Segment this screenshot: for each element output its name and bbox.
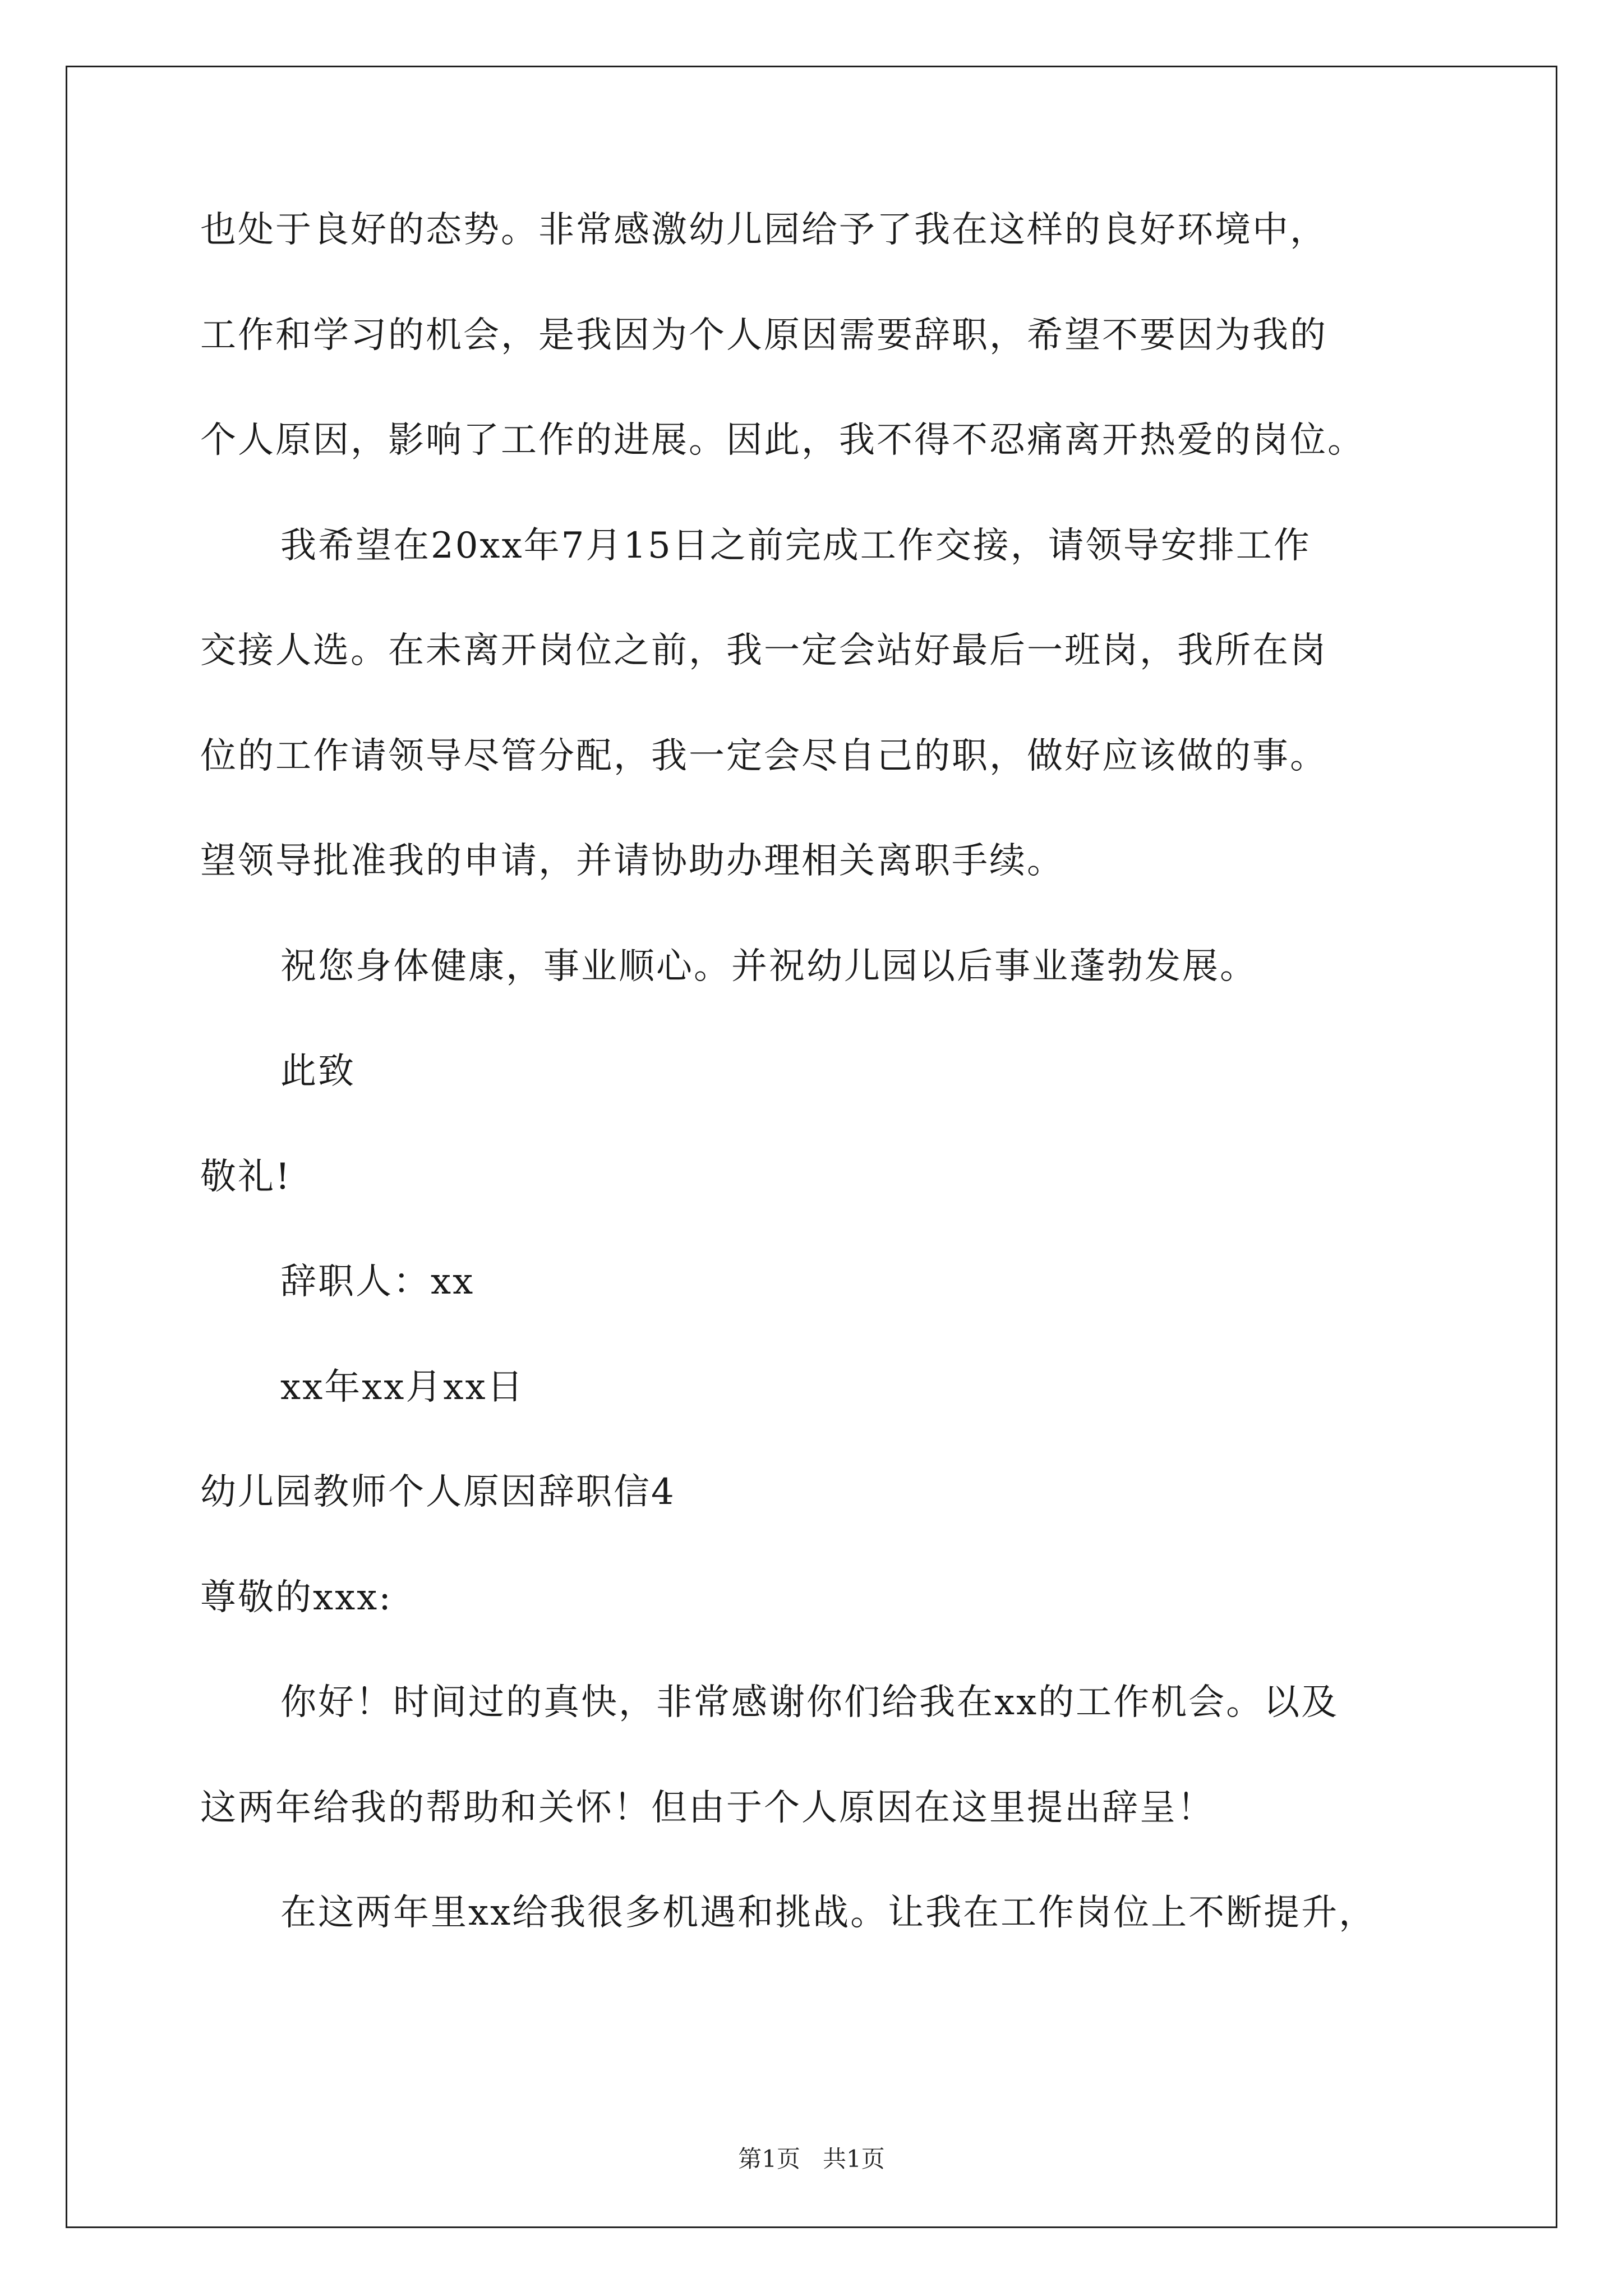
- signature-date: xx年xx月xx日: [280, 1366, 525, 1408]
- signature-name: 辞职人：xx: [280, 1261, 475, 1303]
- text-line: 祝您身体健康，事业顺心。并祝幼儿园以后事业蓬勃发展。: [280, 945, 1257, 987]
- text-line: 也处于良好的态势。非常感激幼儿园给予了我在这样的良好环境中，: [200, 209, 1327, 251]
- page-footer: 第1页 共1页: [738, 2145, 885, 2173]
- text-line: 位的工作请领导尽管分配，我一定会尽自己的职，做好应该做的事。: [200, 735, 1327, 777]
- text-line: 我希望在20xx年7月15日之前完成工作交接，请领导安排工作: [280, 524, 1311, 567]
- text-line: 个人原因，影响了工作的进展。因此，我不得不忍痛离开热爱的岗位。: [200, 420, 1365, 461]
- closing-salutation: 此致: [280, 1051, 356, 1092]
- section-heading: 幼儿园教师个人原因辞职信4: [200, 1471, 676, 1513]
- closing-regards: 敬礼!: [200, 1156, 292, 1198]
- text-line: 工作和学习的机会，是我因为个人原因需要辞职，希望不要因为我的: [200, 314, 1327, 356]
- text-line: 在这两年里xx给我很多机遇和挑战。让我在工作岗位上不断提升，: [280, 1892, 1377, 1934]
- letter-greeting: 尊敬的xxx:: [200, 1576, 393, 1618]
- text-line: 望领导批准我的申请，并请协助办理相关离职手续。: [200, 840, 1064, 882]
- text-line: 这两年给我的帮助和关怀！但由于个人原因在这里提出辞呈！: [200, 1787, 1215, 1829]
- text-line: 你好！时间过的真快，非常感谢你们给我在xx的工作机会。以及: [280, 1682, 1339, 1723]
- text-line: 交接人选。在未离开岗位之前，我一定会站好最后一班岗，我所在岗: [200, 630, 1327, 671]
- document-body: [200, 209, 1456, 2000]
